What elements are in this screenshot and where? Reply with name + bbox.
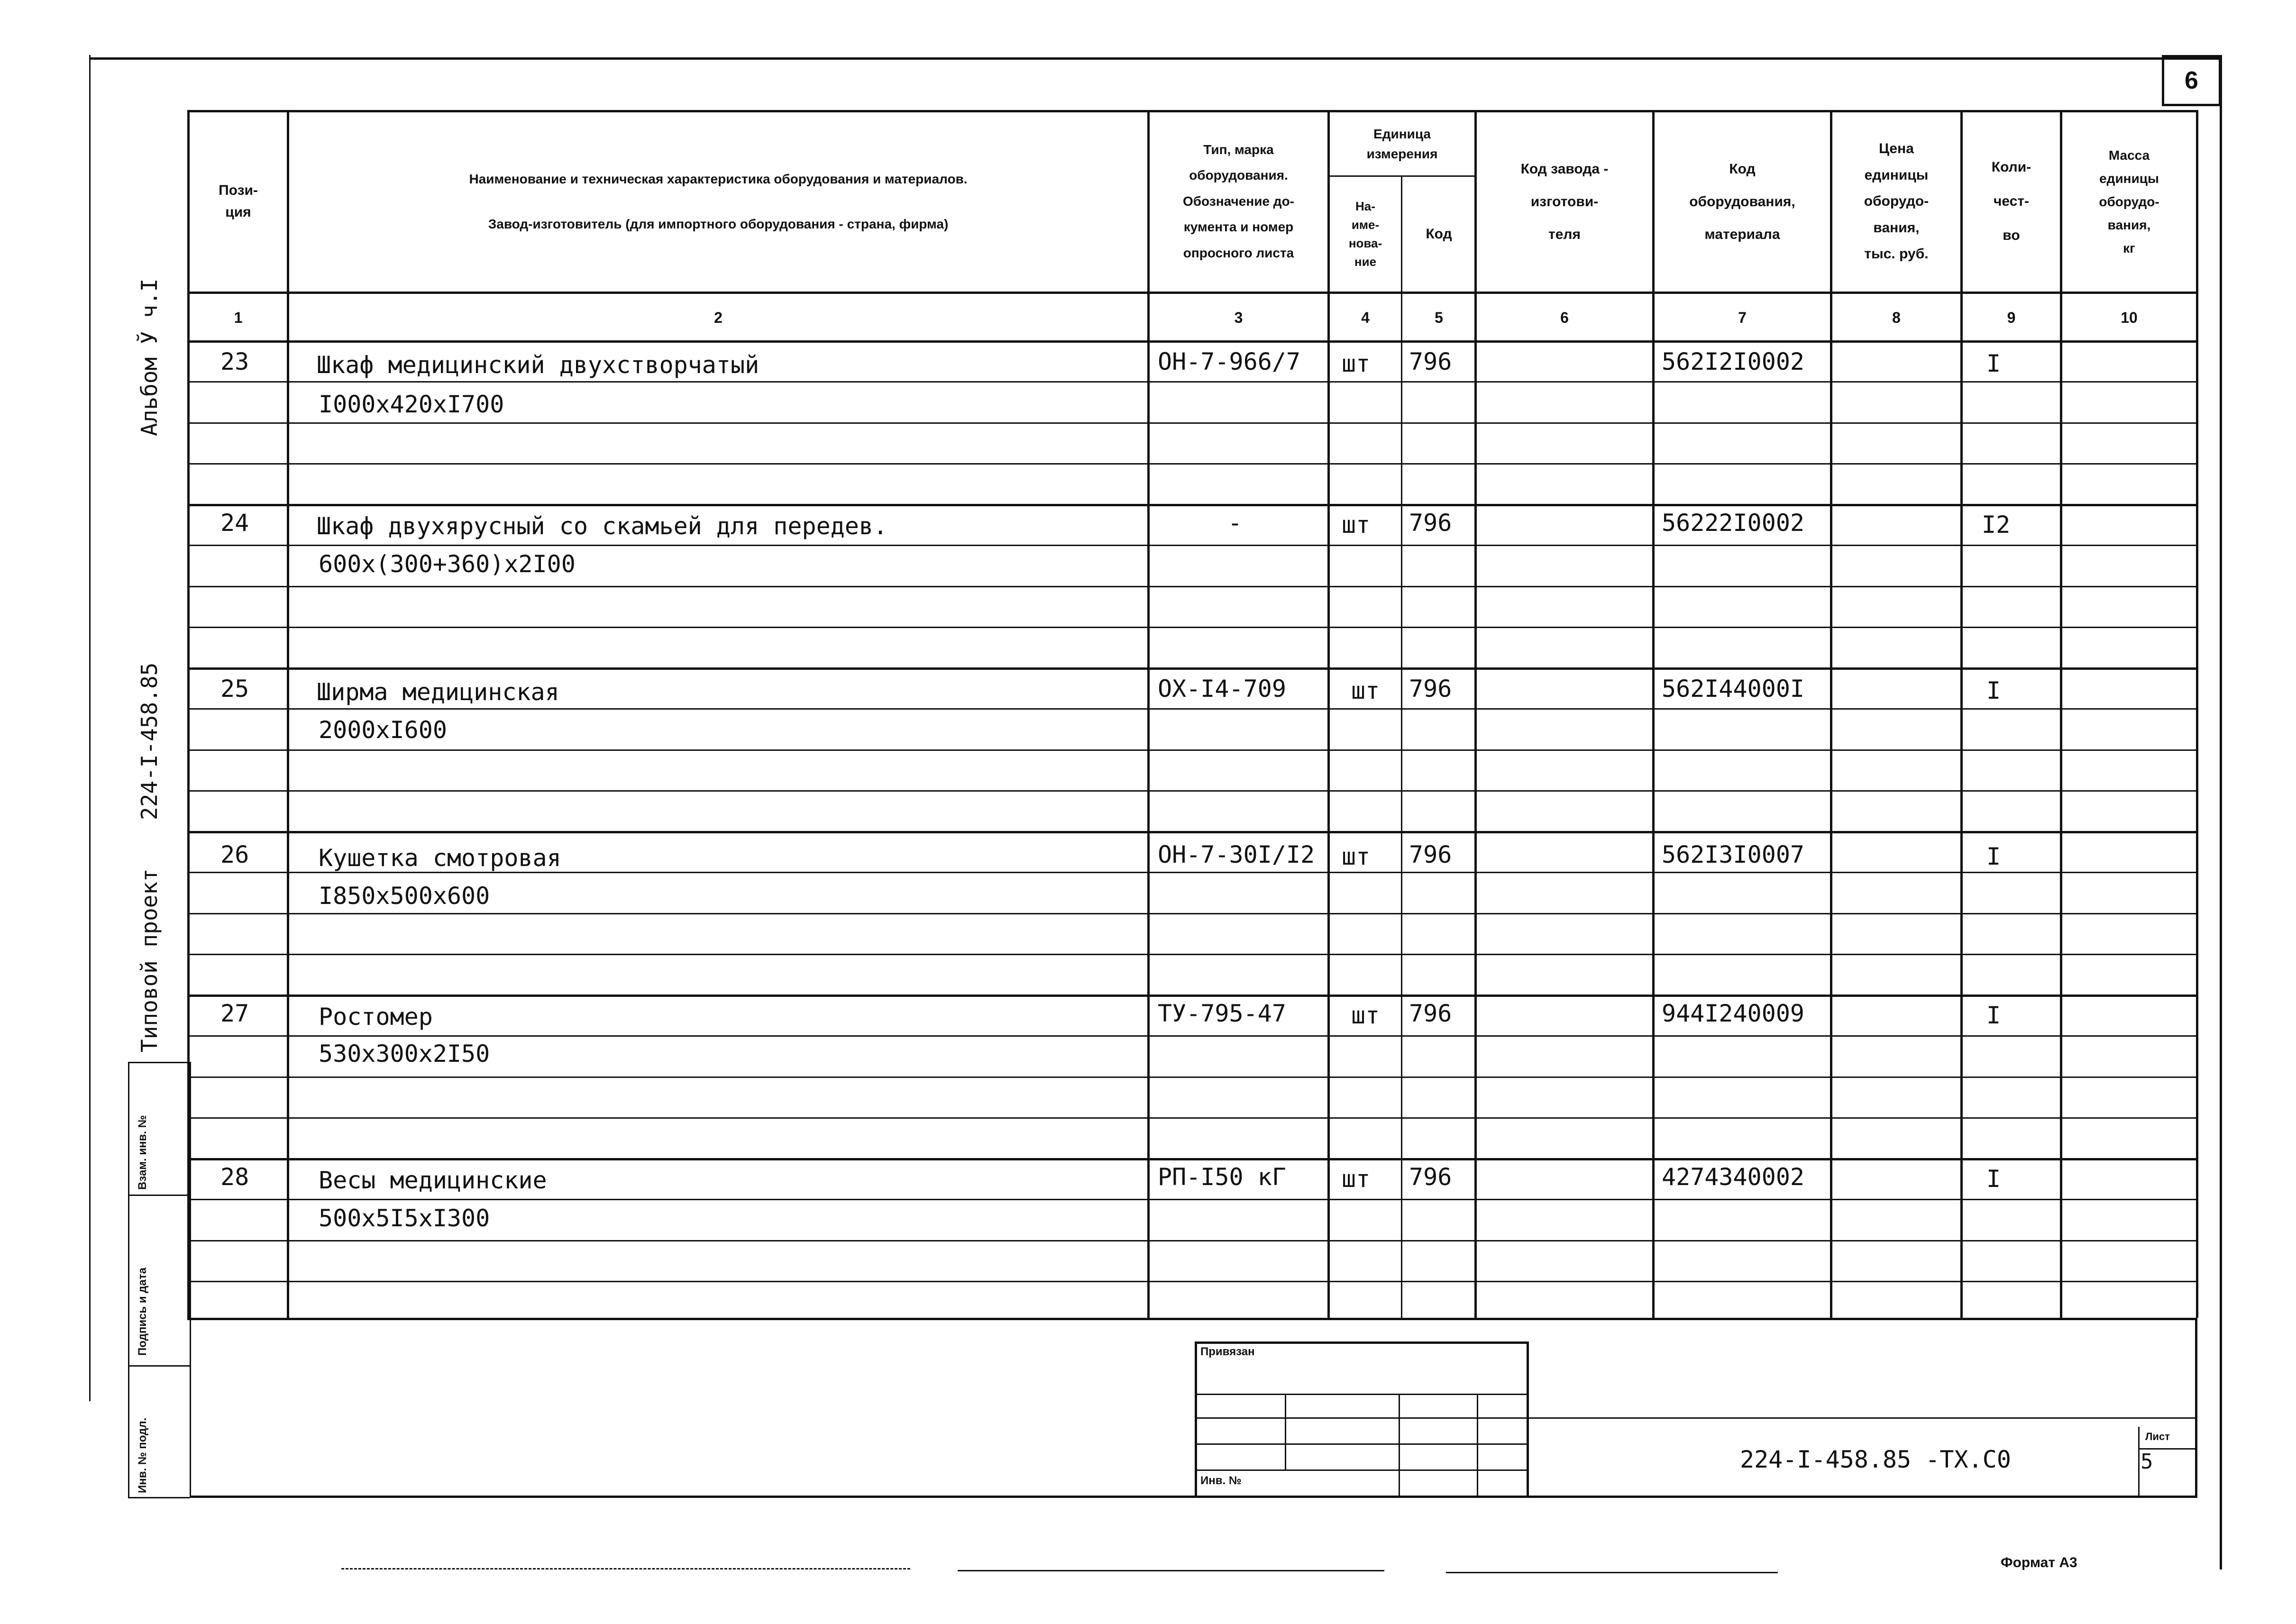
row-unit: шт xyxy=(1342,843,1371,870)
row-rule xyxy=(187,381,2197,383)
row-position: 25 xyxy=(220,675,249,703)
row-rule xyxy=(187,913,2197,914)
row-unit-code: 796 xyxy=(1409,841,1452,868)
side-inv-podl: Инв. № подл. xyxy=(136,1417,149,1493)
row-rule xyxy=(187,1035,2197,1037)
row-quantity: I2 xyxy=(1982,511,2011,538)
row-rule xyxy=(187,954,2197,955)
row-position: 26 xyxy=(220,841,249,868)
row-unit: шт xyxy=(1351,677,1380,704)
row-name: Шкаф двухярусный со скамьей для передев. xyxy=(317,512,888,540)
row-rule xyxy=(187,1158,2197,1160)
column-number-2: 2 xyxy=(714,309,723,326)
row-quantity: I xyxy=(1986,1165,2001,1193)
header-mass: Масса единицы оборудо- вания, кг xyxy=(2099,147,2159,255)
row-type: ОН-7-966/7 xyxy=(1158,348,1301,375)
row-name: Ростомер xyxy=(319,1003,433,1031)
row-dimensions: I000x420xI700 xyxy=(319,391,504,418)
side-signature-date: Подпись и дата xyxy=(136,1268,149,1356)
column-number-7: 7 xyxy=(1738,309,1747,326)
row-position: 27 xyxy=(220,1000,249,1027)
row-dimensions: 500x5I5xI300 xyxy=(319,1204,490,1232)
column-number-6: 6 xyxy=(1560,309,1569,326)
header-name: Наименование и техническая характеристика оборудования и материалов. Завод-изготовитель (для импортного оборудования - страна, фирма) xyxy=(469,171,968,231)
row-rule xyxy=(187,749,2197,751)
header-plant-code: Код завода - изготови- теля xyxy=(1520,161,1609,242)
row-equipment-code: 944I240009 xyxy=(1662,1000,1805,1027)
row-quantity: I xyxy=(1986,1002,2001,1029)
row-rule xyxy=(187,872,2197,873)
row-equipment-code: 56222I0002 xyxy=(1662,509,1805,537)
header-unit-code: Код xyxy=(1426,226,1452,242)
row-rule xyxy=(187,1077,2197,1078)
row-unit: шт xyxy=(1342,511,1371,538)
row-quantity: I xyxy=(1986,350,2001,377)
header-type: Тип, марка оборудования. Обозначение до- кумента и номер опросного листа xyxy=(1182,142,1295,260)
row-rule xyxy=(187,1117,2197,1119)
stamp-privyazan: Привязан xyxy=(1200,1345,1255,1358)
row-unit-code: 796 xyxy=(1409,348,1452,375)
row-quantity: I xyxy=(1986,677,2001,704)
row-type: ТУ-795-47 xyxy=(1158,1000,1286,1027)
row-name: Кушетка смотровая xyxy=(319,844,561,872)
header-unit: Единица измерения xyxy=(1366,127,1438,161)
header-equipment-code: Код оборудования, материала xyxy=(1689,161,1795,242)
row-name: Весы медицинские xyxy=(319,1167,547,1194)
column-number-8: 8 xyxy=(1892,309,1901,326)
row-rule xyxy=(187,463,2197,465)
row-rule xyxy=(187,422,2197,424)
row-unit-code: 796 xyxy=(1409,675,1452,703)
row-equipment-code: 562I2I0002 xyxy=(1662,348,1805,375)
stamp-list-value: 5 xyxy=(2140,1450,2153,1474)
row-dimensions: 600x(300+360)x2I00 xyxy=(319,550,576,578)
header-position: Пози- ция xyxy=(219,182,258,220)
row-type: РП-I50 кГ xyxy=(1158,1163,1286,1191)
column-number-10: 10 xyxy=(2121,309,2138,326)
row-equipment-code: 562I44000I xyxy=(1662,675,1805,703)
column-number-4: 4 xyxy=(1361,309,1370,326)
row-unit-code: 796 xyxy=(1409,1000,1452,1027)
row-equipment-code: 4274340002 xyxy=(1662,1163,1805,1191)
row-unit: шт xyxy=(1342,1165,1371,1193)
document-code: 224-I-458.85 -ТХ.С0 xyxy=(1740,1446,2011,1473)
row-type: ОН-7-30I/I2 xyxy=(1158,841,1315,868)
row-dimensions: 2000xI600 xyxy=(319,716,447,744)
row-rule xyxy=(187,627,2197,628)
header-price: Цена единицы оборудо- вания, тыс. руб. xyxy=(1864,141,1929,262)
row-type: ОХ-I4-709 xyxy=(1158,675,1286,703)
column-number-3: 3 xyxy=(1234,309,1243,326)
side-project-code: 224-I-458.85 xyxy=(137,662,162,820)
side-inv-vzam: Взам. инв. № xyxy=(136,1115,149,1190)
row-unit-code: 796 xyxy=(1409,509,1452,537)
row-dimensions: 530x300x2I50 xyxy=(319,1040,490,1067)
column-number-9: 9 xyxy=(2007,309,2016,326)
format-label: Формат А3 xyxy=(2001,1555,2077,1570)
header-quantity: Коли- чест- во xyxy=(1991,159,2031,243)
row-equipment-code: 562I3I0007 xyxy=(1662,841,1805,868)
row-rule xyxy=(187,708,2197,710)
row-dimensions: I850x500x600 xyxy=(319,882,490,910)
row-rule xyxy=(187,667,2197,670)
row-rule xyxy=(187,994,2197,997)
side-typical-project: Типовой проект xyxy=(137,868,162,1052)
row-position: 24 xyxy=(220,509,249,537)
row-name: Шкаф медицинский двухстворчатый xyxy=(317,351,759,379)
row-rule xyxy=(187,545,2197,546)
row-rule xyxy=(187,1240,2197,1241)
row-rule xyxy=(187,1281,2197,1282)
row-type: - xyxy=(1228,509,1243,537)
row-rule xyxy=(187,504,2197,506)
row-name: Ширма медицинская xyxy=(317,678,559,706)
row-rule xyxy=(187,1199,2197,1200)
row-rule xyxy=(187,831,2197,833)
row-position: 23 xyxy=(220,348,249,375)
column-number-1: 1 xyxy=(234,309,243,326)
row-unit: шт xyxy=(1351,1002,1380,1029)
stamp-list-label: Лист xyxy=(2145,1431,2170,1442)
side-album-label: Альбом Ў ч.I xyxy=(137,278,162,436)
row-unit: шт xyxy=(1342,350,1371,377)
stamp-inv-no: Инв. № xyxy=(1200,1474,1242,1487)
row-position: 28 xyxy=(220,1163,249,1191)
header-unit-name: На- име- нова- ние xyxy=(1348,199,1382,269)
row-unit-code: 796 xyxy=(1409,1163,1452,1191)
row-rule xyxy=(187,790,2197,792)
row-rule xyxy=(187,586,2197,587)
row-quantity: I xyxy=(1986,843,2001,870)
sheet-number: 6 xyxy=(2162,55,2221,106)
column-number-5: 5 xyxy=(1435,309,1443,326)
